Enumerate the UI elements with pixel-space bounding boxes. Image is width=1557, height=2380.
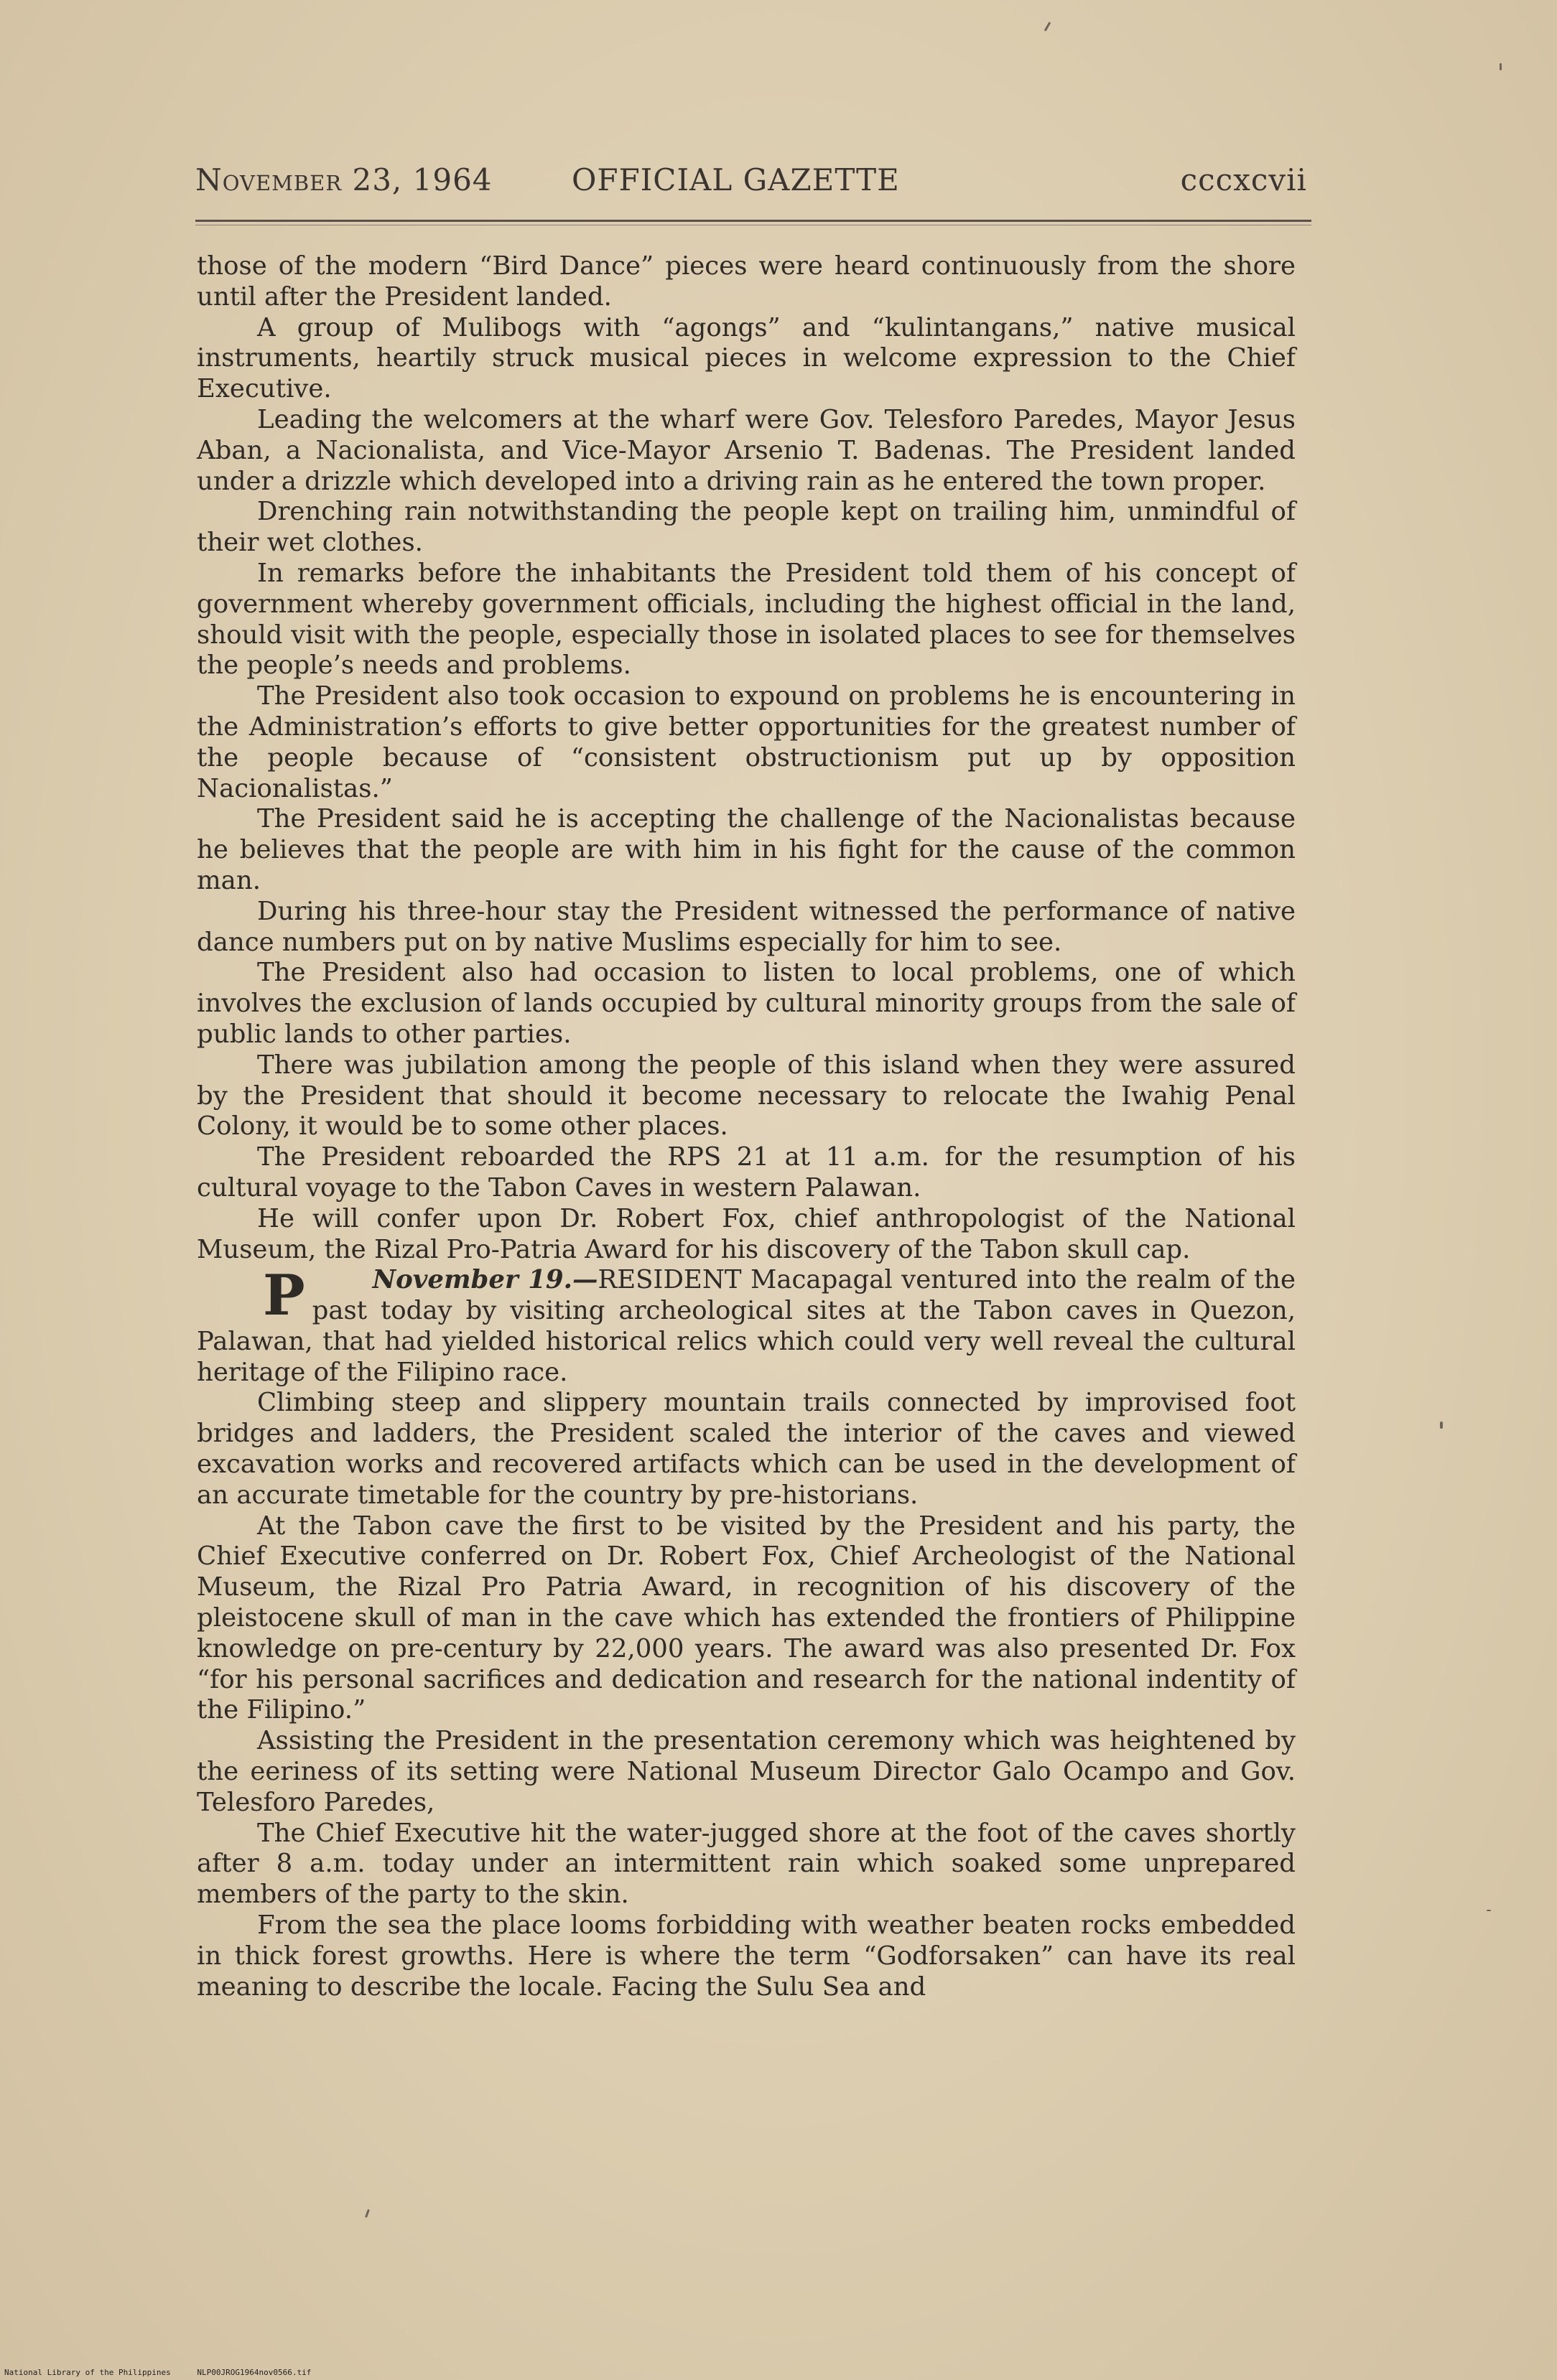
paragraph: The President said he is accepting the challenge of the Nacionalistas because he believes that the people are with him in his fight for the cause of the common man. bbox=[197, 804, 1296, 895]
dateline-text: Macapagal ventured into the realm of the past today by visiting archeological sites at the Tabon caves in Quezon, Palawan, that had yielded historical relics which could very well reveal the cultural heritage of the Filipino race. bbox=[197, 1265, 1296, 1387]
paragraph: In remarks before the inhabitants the President told them of his concept of government whereby government officials, including the highest official in the land, should visit with the people, especially those in isolated places to see for themselves the people’s needs and problems. bbox=[197, 558, 1296, 681]
scan-speck bbox=[1487, 1910, 1491, 1911]
scan-speck bbox=[365, 2209, 370, 2218]
header-rule bbox=[195, 220, 1311, 222]
paragraph: At the Tabon cave the first to be visited by the President and his party, the Chief Executive conferred on Dr. Robert Fox, Chief Archeologist of the National Museum, the Rizal Pro Patria Award, in recognition of his discovery of the pleistocene skull of man in the cave which has extended the frontiers of Philippine knowledge on pre-century by 22,000 years. The award was also presented Dr. Fox “for his personal sacrifices and dedication and research for the national indentity of the Filipino.” bbox=[197, 1511, 1296, 1725]
dateline-label: November 19.— bbox=[372, 1265, 598, 1295]
paragraph: He will confer upon Dr. Robert Fox, chief anthropologist of the National Museum, the Rizal Pro-Patria Award for his discovery of the Tabon skull cap. bbox=[197, 1203, 1296, 1264]
scan-footer bbox=[4, 2368, 333, 2377]
paragraph: Leading the welcomers at the wharf were Gov. Telesforo Paredes, Mayor Jesus Aban, a Nacionalista, and Vice-Mayor Arsenio T. Badenas. The President landed under a drizzle which developed into a driving rain as he entered the town proper. bbox=[197, 404, 1296, 496]
paragraph: From the sea the place looms forbidding with weather beaten rocks embedded in thick forest growths. Here is where the term “Godforsaken” can have its real meaning to describe the locale. Facing the Sulu Sea and bbox=[197, 1910, 1296, 2002]
paragraph: There was jubilation among the people of this island when they were assured by the President that should it become necessary to relocate the Iwahig Penal Colony, it would be to some other places. bbox=[197, 1050, 1296, 1142]
paragraph: Drenching rain notwithstanding the people kept on trailing him, unmindful of their wet clothes. bbox=[197, 497, 1296, 558]
scan-speck bbox=[1440, 1422, 1443, 1429]
dateline-paragraph bbox=[197, 1265, 1296, 1388]
paragraph: Climbing steep and slippery mountain trails connected by improvised foot bridges and ladders, the President scaled the interior of the caves and viewed excavation works and recovered artifacts which can be used in the development of an accurate timetable for the country by pre-historians. bbox=[197, 1388, 1296, 1510]
paragraph: The President reboarded the RPS 21 at 11 a.m. for the resumption of his cultural voyage to the Tabon Caves in western Palawan. bbox=[197, 1142, 1296, 1203]
drop-cap: P bbox=[263, 1263, 305, 1329]
scan-speck bbox=[1044, 22, 1051, 32]
paragraph: During his three-hour stay the President witnessed the performance of native dance numbers put on by native Muslims especially for him to see. bbox=[197, 896, 1296, 957]
footer-filename: NLP00JROG1964nov0566.tif bbox=[197, 2368, 312, 2377]
header-date: November 23, 1964 bbox=[195, 162, 493, 197]
dateline-first-word: RESIDENT bbox=[598, 1265, 742, 1295]
header-page-number: cccxcvii bbox=[1180, 162, 1307, 197]
paragraph: those of the modern “Bird Dance” pieces were heard continuously from the shore until after the President landed. bbox=[197, 251, 1296, 312]
paragraph: The President also took occasion to expound on problems he is encountering in the Administration’s efforts to give better opportunities for the greatest number of the people because of “consistent obstructionism put up by opposition Nacionalistas.” bbox=[197, 681, 1296, 803]
footer-library: National Library of the Philippines bbox=[4, 2368, 171, 2377]
paragraph: The President also had occasion to listen to local problems, one of which involves the exclusion of lands occupied by cultural minority groups from the sale of public lands to other parties. bbox=[197, 958, 1296, 1049]
paragraph: The Chief Executive hit the water-jugged shore at the foot of the caves shortly after 8 a.m. today under an intermittent rain which soaked some unprepared members of the party to the skin. bbox=[197, 1818, 1296, 1910]
article-body bbox=[197, 251, 1296, 2002]
paragraph: A group of Mulibogs with “agongs” and “kulintangans,” native musical instruments, heartily struck musical pieces in welcome expression to the Chief Executive. bbox=[197, 312, 1296, 404]
page-header bbox=[195, 162, 1307, 205]
header-title: OFFICIAL GAZETTE bbox=[572, 162, 900, 197]
scan-speck bbox=[1500, 63, 1502, 70]
paragraph: Assisting the President in the presentation ceremony which was heightened by the eeriness of its setting were National Museum Director Galo Ocampo and Gov. Telesforo Paredes, bbox=[197, 1726, 1296, 1817]
